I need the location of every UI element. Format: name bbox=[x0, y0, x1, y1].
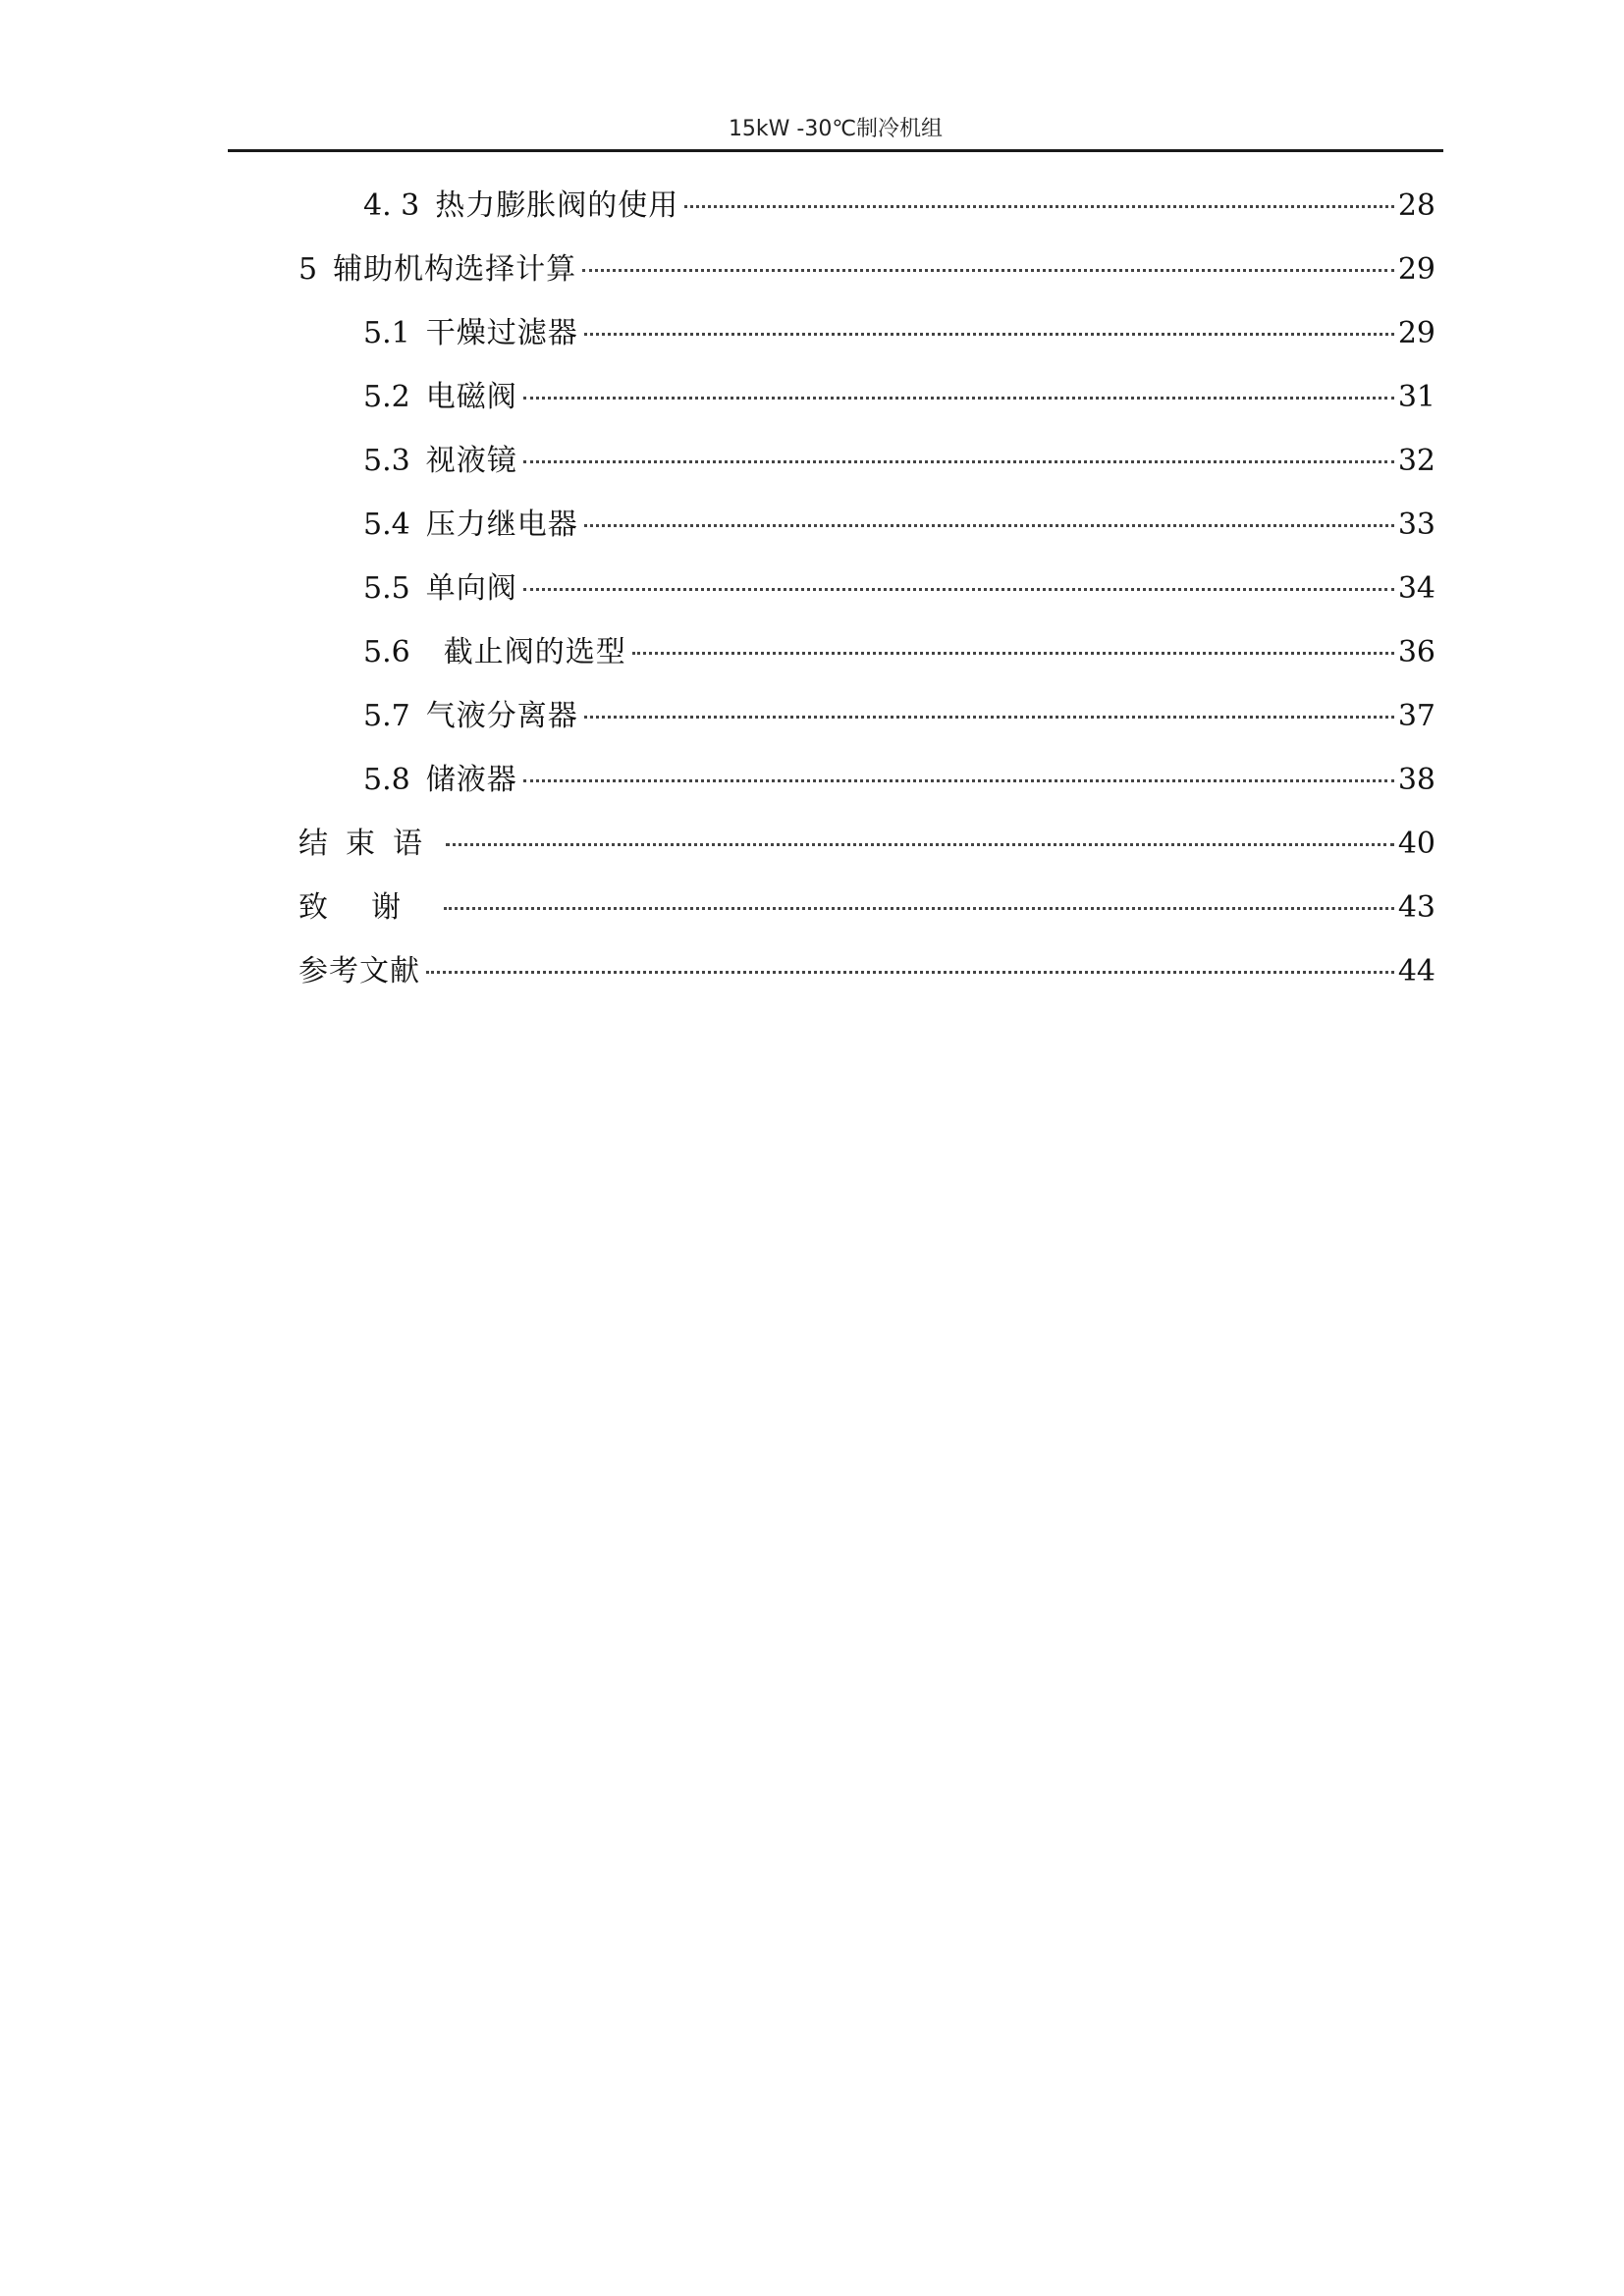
toc-entry-page: 29 bbox=[1397, 316, 1435, 350]
toc-entry-page: 29 bbox=[1397, 252, 1435, 287]
toc-leader-dots bbox=[584, 333, 1394, 336]
toc-entry[interactable] bbox=[363, 312, 1435, 355]
toc-entry-number: 5.2 bbox=[363, 380, 410, 414]
toc-entry[interactable] bbox=[298, 248, 1435, 292]
toc-entry-title: 辅助机构选择计算 bbox=[333, 252, 577, 287]
toc-entry-title: 气液分离器 bbox=[425, 699, 578, 733]
toc-entry-page: 44 bbox=[1397, 954, 1435, 988]
toc-entry-number: 5.7 bbox=[363, 699, 410, 733]
toc-entry-title: 参考文献 bbox=[298, 954, 420, 988]
toc-entry-title: 致谢 bbox=[298, 890, 444, 925]
toc-entry-title: 干燥过滤器 bbox=[425, 316, 578, 350]
toc-entry[interactable] bbox=[363, 695, 1435, 738]
toc-entry-page: 43 bbox=[1397, 890, 1435, 925]
toc-entry-number: 4. 3 bbox=[363, 188, 420, 223]
toc-entry-page: 28 bbox=[1397, 188, 1435, 223]
toc-entry-number: 5 bbox=[298, 252, 318, 287]
toc-entry-number: 5.3 bbox=[363, 444, 410, 478]
toc-leader-dots bbox=[582, 269, 1394, 272]
toc-entry-title: 结束语 bbox=[298, 827, 440, 861]
toc-entry-number: 5.8 bbox=[363, 763, 410, 797]
toc-entry-page: 32 bbox=[1397, 444, 1435, 478]
toc-leader-dots bbox=[632, 652, 1394, 655]
toc-entry-page: 34 bbox=[1397, 571, 1435, 606]
toc-entry-title: 电磁阀 bbox=[425, 380, 517, 414]
toc-entry-title: 单向阀 bbox=[425, 571, 517, 606]
toc-entry-page: 36 bbox=[1397, 635, 1435, 669]
toc-entry[interactable] bbox=[363, 759, 1435, 802]
toc-entry-conclusion[interactable] bbox=[298, 823, 1435, 866]
toc-entry-number: 5.5 bbox=[363, 571, 410, 606]
toc-entry-references[interactable] bbox=[298, 950, 1435, 993]
toc-leader-dots bbox=[684, 205, 1394, 208]
toc-entry-page: 33 bbox=[1397, 507, 1435, 542]
toc-entry[interactable] bbox=[363, 440, 1435, 483]
toc-entry-title: 储液器 bbox=[425, 763, 517, 797]
toc-leader-dots bbox=[444, 907, 1394, 910]
toc-entry-page: 31 bbox=[1397, 380, 1435, 414]
toc-entry-page: 38 bbox=[1397, 763, 1435, 797]
toc-entry[interactable] bbox=[363, 376, 1435, 419]
toc-entry-acknowledgements[interactable] bbox=[298, 886, 1435, 930]
toc-entry-number: 5.4 bbox=[363, 507, 410, 542]
toc-entry[interactable] bbox=[363, 504, 1435, 547]
toc-entry-title: 视液镜 bbox=[425, 444, 517, 478]
toc-entry-title: 截止阀的选型 bbox=[443, 635, 626, 669]
toc-entry[interactable] bbox=[363, 185, 1435, 228]
page-header bbox=[228, 110, 1443, 152]
toc-leader-dots bbox=[426, 971, 1394, 974]
toc-entry-number: 5.6 bbox=[363, 635, 410, 669]
toc-entry[interactable] bbox=[363, 631, 1435, 674]
header-title: 15kW -30℃制冷机组 bbox=[728, 117, 944, 141]
toc-leader-dots bbox=[446, 843, 1394, 846]
toc-leader-dots bbox=[584, 716, 1394, 719]
toc-leader-dots bbox=[523, 460, 1394, 463]
toc-entry[interactable] bbox=[363, 567, 1435, 611]
toc-entry-page: 37 bbox=[1397, 699, 1435, 733]
toc-entry-number: 5.1 bbox=[363, 316, 410, 350]
toc-entry-title: 压力继电器 bbox=[425, 507, 578, 542]
toc-leader-dots bbox=[523, 588, 1394, 591]
toc-entry-title: 热力膨胀阀的使用 bbox=[435, 188, 679, 223]
toc-leader-dots bbox=[584, 524, 1394, 527]
toc-leader-dots bbox=[523, 779, 1394, 782]
toc-leader-dots bbox=[523, 397, 1394, 400]
toc-entry-page: 40 bbox=[1397, 827, 1435, 861]
